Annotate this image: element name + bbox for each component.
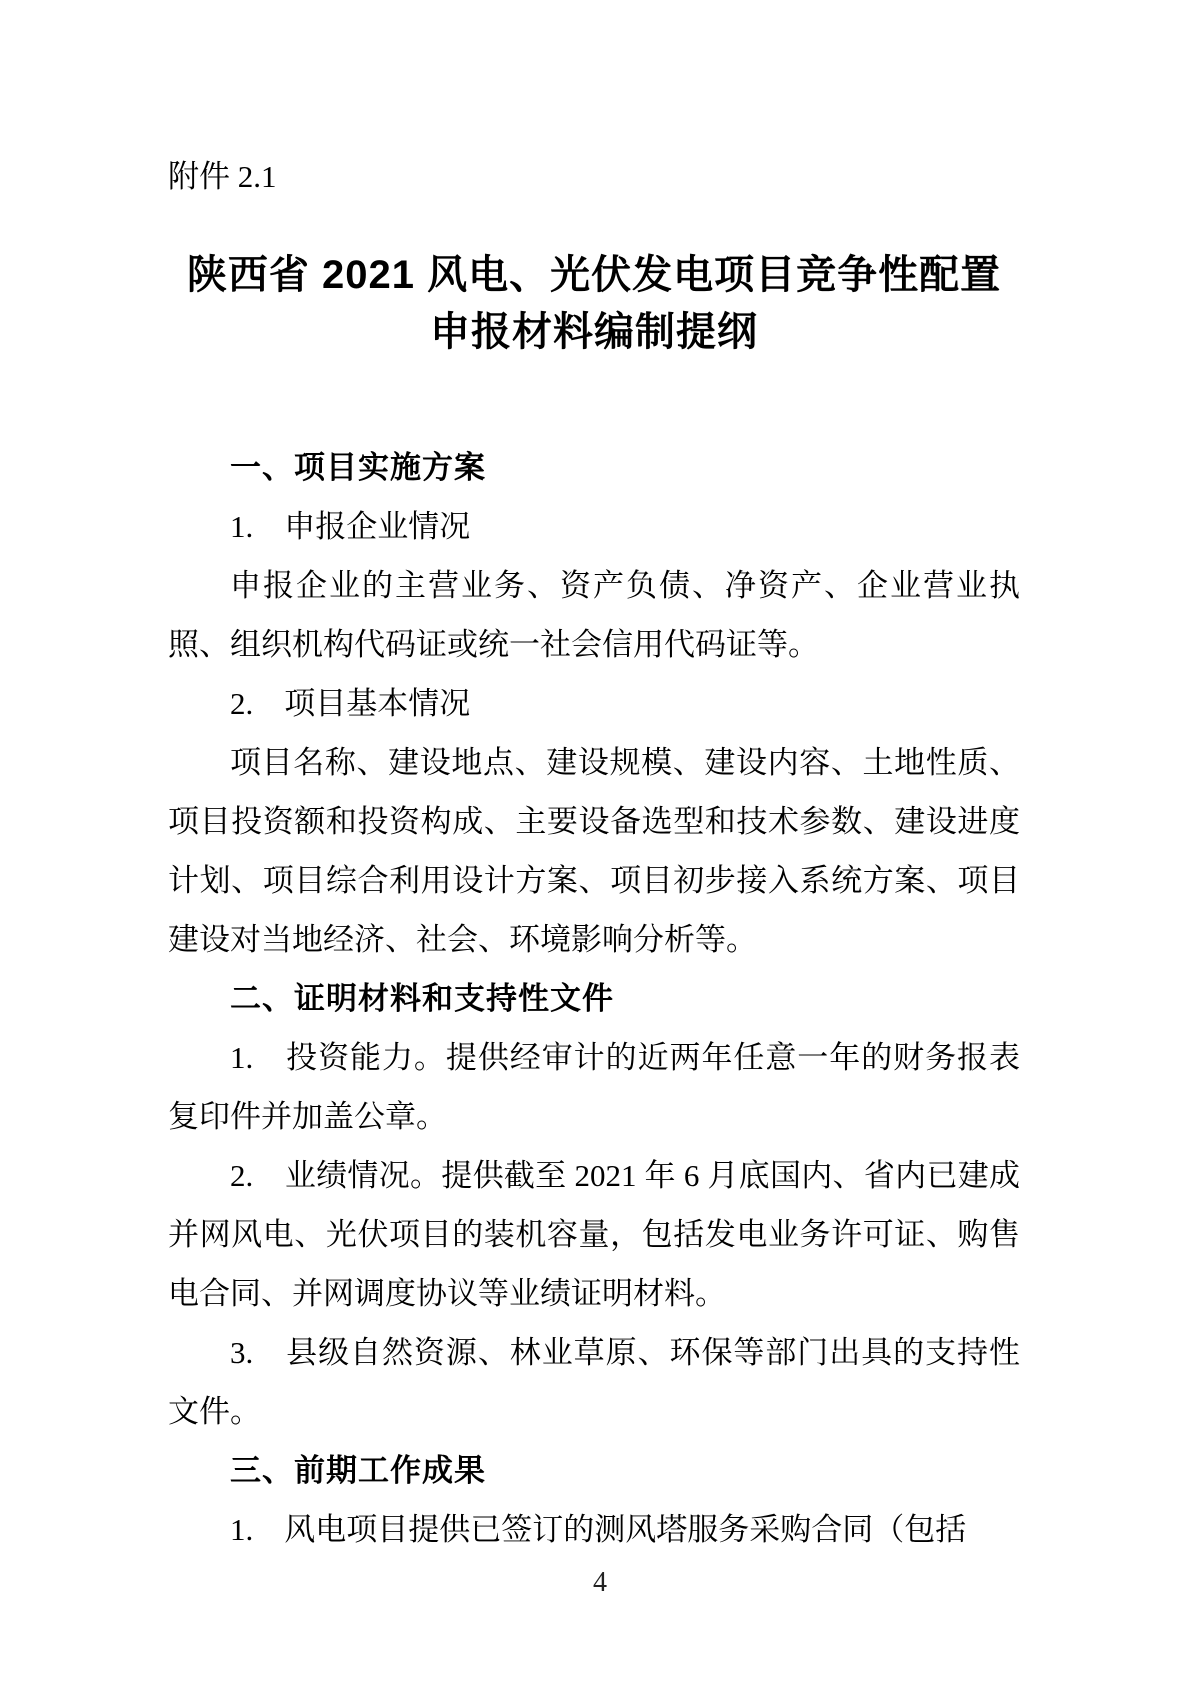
numbered-paragraph-2-1: 1. 投资能力。提供经审计的近两年任意一年的财务报表复印件并加盖公章。: [168, 1040, 1020, 1134]
body-paragraph: 项目名称、建设地点、建设规模、建设内容、土地性质、项目投资额和投资构成、主要设备选型和技术参数、建设进度计划、项目综合利用设计方案、项目初步接入系统方案、项目建设对当地经济、社会、环境影响分析等。: [168, 745, 1020, 957]
document-title: [168, 247, 1020, 361]
page-footer: [0, 1568, 1200, 1598]
page-number: 4: [593, 1567, 607, 1598]
subsection-heading-1-2: 2. 项目基本情况: [230, 686, 471, 721]
section-heading-2: 二、证明材料和支持性文件: [230, 981, 614, 1016]
numbered-paragraph-2-2: 2. 业绩情况。提供截至 2021 年 6 月底国内、省内已建成并网风电、光伏项目的装机容量，包括发电业务许可证、购售电合同、并网调度协议等业绩证明材料。: [168, 1158, 1020, 1311]
numbered-paragraph-2-3: 3. 县级自然资源、林业草原、环保等部门出具的支持性文件。: [168, 1335, 1020, 1429]
title-line-1: 陕西省 2021 风电、光伏发电项目竞争性配置: [186, 253, 1002, 297]
document-body: [168, 438, 1020, 1559]
section-heading-1: 一、项目实施方案: [230, 450, 486, 485]
section-heading-3: 三、前期工作成果: [230, 1453, 486, 1488]
attachment-label: 附件 2.1: [168, 159, 277, 194]
subsection-heading-1-1: 1. 申报企业情况: [230, 509, 471, 544]
body-paragraph: 申报企业的主营业务、资产负债、净资产、企业营业执照、组织机构代码证或统一社会信用代码证等。: [168, 568, 1020, 662]
numbered-paragraph-3-1: 1. 风电项目提供已签订的测风塔服务采购合同（包括: [230, 1512, 967, 1547]
title-line-2: 申报材料编制提纲: [430, 310, 758, 354]
